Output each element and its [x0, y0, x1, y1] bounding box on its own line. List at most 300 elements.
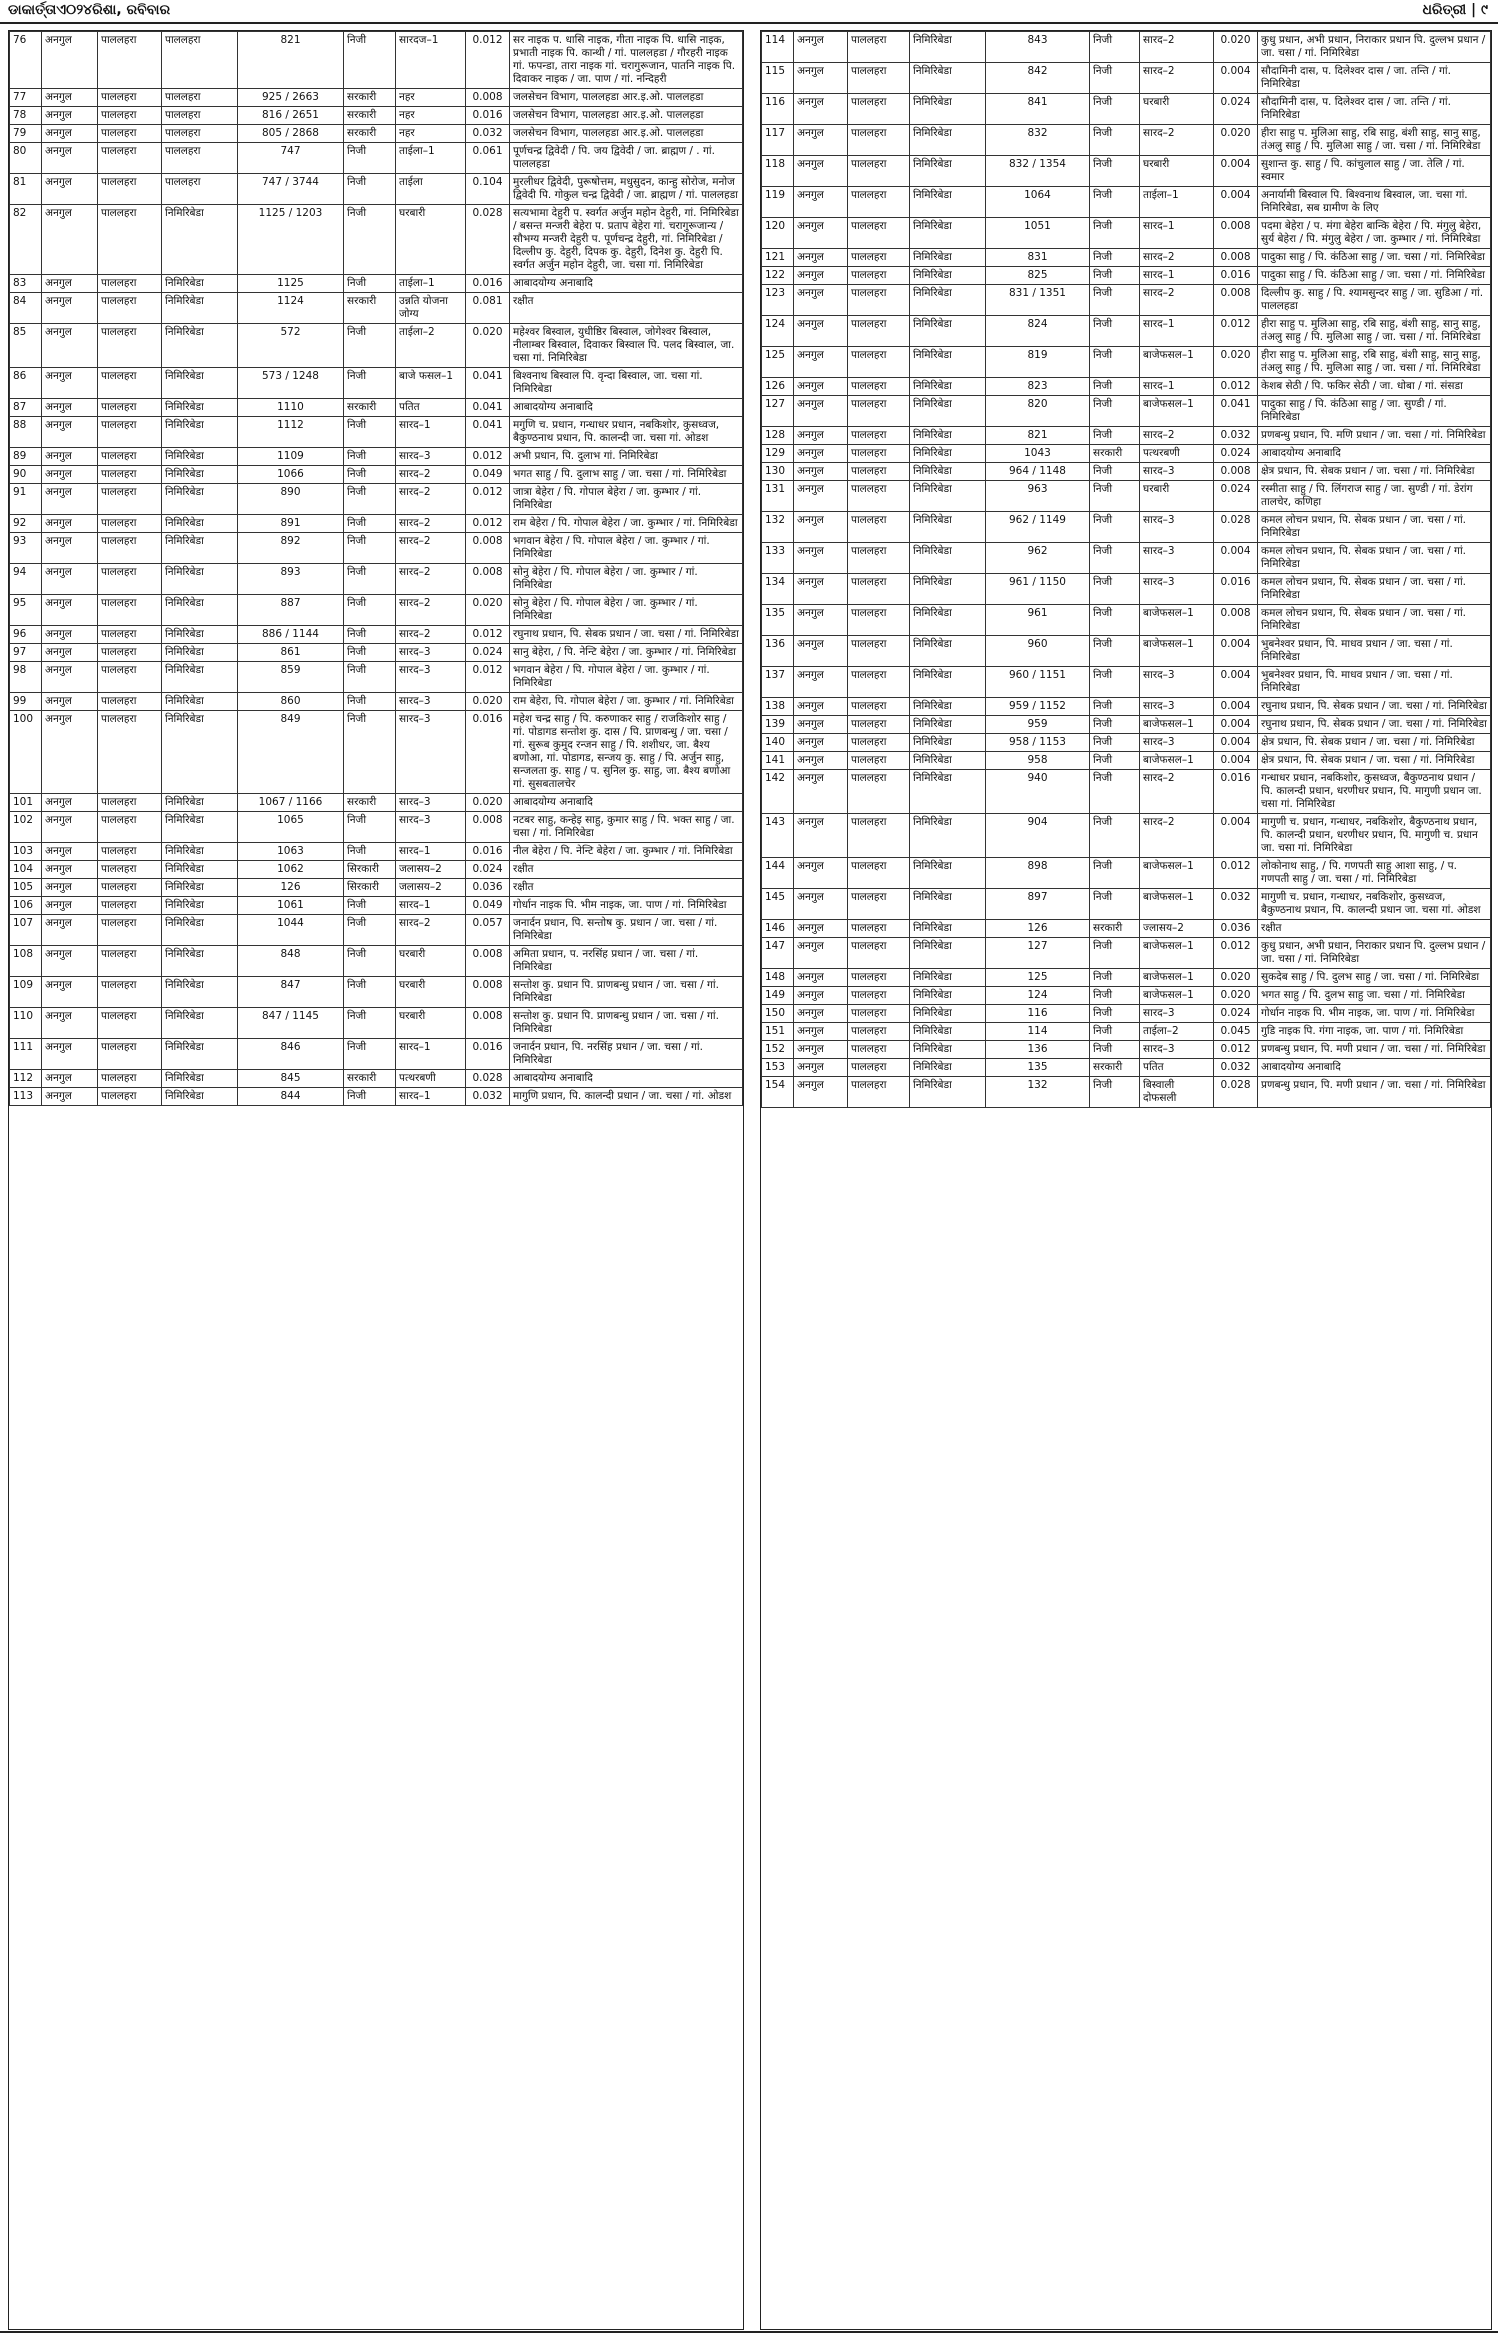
ownership-cell: निजी — [344, 174, 396, 205]
area-acre-cell: 0.008 — [466, 977, 510, 1008]
land-type-cell: बाजेफसल–1 — [1140, 938, 1214, 969]
area-acre-cell: 0.008 — [1214, 218, 1258, 249]
village-cell: पाललहरा — [162, 89, 238, 107]
tahasil-cell: पाललहरा — [848, 1005, 910, 1023]
serial-no-cell: 104 — [10, 861, 42, 879]
district-cell: अनगुल — [42, 125, 98, 143]
tahasil-cell: पाललहरा — [98, 515, 162, 533]
plot-no-cell: 843 — [986, 32, 1090, 63]
land-type-cell: घरबारी — [396, 1008, 466, 1039]
plot-no-cell: 891 — [238, 515, 344, 533]
village-cell: पाललहरा — [162, 125, 238, 143]
owner-details-cell: राम बेहेरा, पि. गोपाल बेहेरा / जा. कुम्भार / गां. निमिरिबेडा — [510, 693, 743, 711]
table-row — [10, 977, 743, 1008]
tahasil-cell: पाललहरा — [98, 977, 162, 1008]
tahasil-cell: पाललहरा — [98, 399, 162, 417]
serial-no-cell: 105 — [10, 879, 42, 897]
tahasil-cell: पाललहरा — [848, 249, 910, 267]
land-type-cell: सारद–1 — [1140, 378, 1214, 396]
owner-details-cell: भगवान बेहेरा / पि. गोपाल बेहेरा / जा. कुम्भार / गां. निमिरिबेडा — [510, 533, 743, 564]
plot-no-cell: 859 — [238, 662, 344, 693]
village-cell: निमिरिबेडा — [162, 897, 238, 915]
serial-no-cell: 122 — [762, 267, 794, 285]
table-row — [762, 218, 1491, 249]
ownership-cell: निजी — [1090, 636, 1140, 667]
land-type-cell: ताईला–2 — [396, 324, 466, 368]
table-row — [10, 484, 743, 515]
area-acre-cell: 0.032 — [1214, 889, 1258, 920]
district-cell: अनगुल — [794, 1023, 848, 1041]
area-acre-cell: 0.008 — [1214, 249, 1258, 267]
plot-no-cell: 962 / 1149 — [986, 512, 1090, 543]
district-cell: अनगुल — [42, 812, 98, 843]
plot-no-cell: 816 / 2651 — [238, 107, 344, 125]
table-row — [10, 946, 743, 977]
ownership-cell: निजी — [344, 533, 396, 564]
owner-details-cell: बिश्वनाथ बिस्वाल पि. वृन्दा बिस्वाल, जा. चसा गां. निमिरिबेडा — [510, 368, 743, 399]
area-acre-cell: 0.008 — [1214, 463, 1258, 481]
serial-no-cell: 142 — [762, 770, 794, 814]
plot-no-cell: 958 / 1153 — [986, 734, 1090, 752]
village-cell: निमिरिबेडा — [910, 218, 986, 249]
district-cell: अनगुल — [794, 716, 848, 734]
tahasil-cell: पाललहरा — [98, 368, 162, 399]
owner-details-cell: लोकोनाथ साहु, / पि. गणपती साहु आशा साहु, / प. गणपती साहु / जा. चसा / गां. निमिरिबेडा — [1258, 858, 1491, 889]
village-cell: निमिरिबेडा — [162, 662, 238, 693]
owner-details-cell: जनार्दन प्रधान, पि. नरसिंह प्रधान / जा. चसा / गां. निमिरिबेडा — [510, 1039, 743, 1070]
ownership-cell: निजी — [1090, 512, 1140, 543]
area-acre-cell: 0.008 — [1214, 285, 1258, 316]
serial-no-cell: 137 — [762, 667, 794, 698]
tahasil-cell: पाललहरा — [98, 662, 162, 693]
tahasil-cell: पाललहरा — [848, 94, 910, 125]
district-cell: अनगुल — [42, 107, 98, 125]
plot-no-cell: 824 — [986, 316, 1090, 347]
plot-no-cell: 925 / 2663 — [238, 89, 344, 107]
district-cell: अनगुल — [794, 378, 848, 396]
owner-details-cell: भगत साहु / पि. दुलभ साहु जा. चसा / गां. निमिरिबेडा — [1258, 987, 1491, 1005]
serial-no-cell: 85 — [10, 324, 42, 368]
ownership-cell: निजी — [344, 1088, 396, 1106]
village-cell: पाललहरा — [162, 107, 238, 125]
land-type-cell: सारद–2 — [396, 915, 466, 946]
ownership-cell: निजी — [1090, 156, 1140, 187]
village-cell: निमिरिबेडा — [162, 1008, 238, 1039]
tahasil-cell: पाललहरा — [98, 174, 162, 205]
serial-no-cell: 140 — [762, 734, 794, 752]
plot-no-cell: 820 — [986, 396, 1090, 427]
owner-details-cell: सुशान्त कु. साहु / पि. कांचुलाल साहु / जा. तेलि / गां. स्वमार — [1258, 156, 1491, 187]
ownership-cell: निजी — [344, 843, 396, 861]
ownership-cell: निजी — [1090, 267, 1140, 285]
area-acre-cell: 0.004 — [1214, 667, 1258, 698]
plot-no-cell: 887 — [238, 595, 344, 626]
land-type-cell: बाजेफसल–1 — [1140, 396, 1214, 427]
area-acre-cell: 0.049 — [466, 466, 510, 484]
area-acre-cell: 0.008 — [466, 946, 510, 977]
owner-details-cell: सानु बेहेरा, / पि. नेन्टि बेहेरा / जा. कुम्भार / गां. निमिरिबेडा — [510, 644, 743, 662]
district-cell: अनगुल — [42, 644, 98, 662]
ownership-cell: निजी — [344, 977, 396, 1008]
owner-details-cell: आबादयोग्य अनाबादि — [510, 399, 743, 417]
plot-no-cell: 1043 — [986, 445, 1090, 463]
ownership-cell: निजी — [344, 1039, 396, 1070]
land-type-cell: बाजेफसल–1 — [1140, 605, 1214, 636]
table-row — [10, 368, 743, 399]
plot-no-cell: 841 — [986, 94, 1090, 125]
table-row — [762, 396, 1491, 427]
land-type-cell: सारद–2 — [1140, 32, 1214, 63]
table-row — [762, 316, 1491, 347]
ownership-cell: निजी — [1090, 347, 1140, 378]
owner-details-cell: अनार्यामी बिस्वाल पि. बिश्वनाथ बिस्वाल, जा. चसा गां. निमिरिबेडा, सब ग्रामीण के लिए — [1258, 187, 1491, 218]
table-row — [762, 667, 1491, 698]
tahasil-cell: पाललहरा — [848, 605, 910, 636]
district-cell: अनगुल — [794, 987, 848, 1005]
district-cell: अनगुल — [42, 417, 98, 448]
ownership-cell: निजी — [344, 812, 396, 843]
ownership-cell: निजी — [1090, 752, 1140, 770]
district-cell: अनगुल — [794, 512, 848, 543]
table-row — [10, 89, 743, 107]
owner-details-cell: पादुका साहु / पि. कंठिआ साहु / जा. चसा / गां. निमिरिबेडा — [1258, 249, 1491, 267]
plot-no-cell: 961 / 1150 — [986, 574, 1090, 605]
village-cell: निमिरिबेडा — [162, 595, 238, 626]
ownership-cell: सरकारी — [1090, 1059, 1140, 1077]
plot-no-cell: 1061 — [238, 897, 344, 915]
serial-no-cell: 135 — [762, 605, 794, 636]
plot-no-cell: 116 — [986, 1005, 1090, 1023]
owner-details-cell: भगवान बेहेरा / पि. गोपाल बेहेरा / जा. कुम्भार / गां. निमिरिबेडा — [510, 662, 743, 693]
table-row — [762, 63, 1491, 94]
tahasil-cell: पाललहरा — [848, 396, 910, 427]
land-type-cell: सारद–1 — [1140, 316, 1214, 347]
tahasil-cell: पाललहरा — [848, 734, 910, 752]
serial-no-cell: 92 — [10, 515, 42, 533]
area-acre-cell: 0.008 — [466, 89, 510, 107]
serial-no-cell: 88 — [10, 417, 42, 448]
village-cell: निमिरिबेडा — [910, 463, 986, 481]
district-cell: अनगुल — [42, 711, 98, 794]
owner-details-cell: कमल लोचन प्रधान, पि. सेबक प्रधान / जा. चसा / गां. निमिरिबेडा — [1258, 512, 1491, 543]
district-cell: अनगुल — [42, 368, 98, 399]
district-cell: अनगुल — [794, 94, 848, 125]
village-cell: निमिरिबेडा — [910, 969, 986, 987]
village-cell: निमिरिबेडा — [910, 249, 986, 267]
tahasil-cell: पाललहरा — [98, 417, 162, 448]
land-type-cell: बाजे फसल–1 — [396, 368, 466, 399]
land-type-cell: सारद–3 — [396, 644, 466, 662]
plot-no-cell: 823 — [986, 378, 1090, 396]
plot-no-cell: 1109 — [238, 448, 344, 466]
ownership-cell: निजी — [344, 515, 396, 533]
district-cell: अनगुल — [794, 1005, 848, 1023]
village-cell: निमिरिबेडा — [162, 711, 238, 794]
district-cell: अनगुल — [794, 427, 848, 445]
district-cell: अनगुल — [42, 275, 98, 293]
table-row — [10, 693, 743, 711]
owner-details-cell: क्षेत्र प्रधान, पि. सेबक प्रधान / जा. चसा / गां. निमिरिबेडा — [1258, 463, 1491, 481]
plot-no-cell: 126 — [238, 879, 344, 897]
district-cell: अनगुल — [42, 693, 98, 711]
serial-no-cell: 132 — [762, 512, 794, 543]
village-cell: निमिरिबेडा — [910, 1023, 986, 1041]
serial-no-cell: 125 — [762, 347, 794, 378]
serial-no-cell: 120 — [762, 218, 794, 249]
table-row — [762, 378, 1491, 396]
area-acre-cell: 0.004 — [1214, 543, 1258, 574]
owner-details-cell: जलसेचन विभाग, पाललहडा आर.इ.ओ. पाललहडा — [510, 107, 743, 125]
land-type-cell: जलासय–2 — [396, 861, 466, 879]
plot-no-cell: 832 / 1354 — [986, 156, 1090, 187]
serial-no-cell: 150 — [762, 1005, 794, 1023]
tahasil-cell: पाललहरा — [848, 445, 910, 463]
area-acre-cell: 0.036 — [466, 879, 510, 897]
serial-no-cell: 138 — [762, 698, 794, 716]
area-acre-cell: 0.032 — [1214, 427, 1258, 445]
ownership-cell: निजी — [1090, 463, 1140, 481]
ownership-cell: निजी — [1090, 1023, 1140, 1041]
district-cell: अनगुल — [794, 63, 848, 94]
area-acre-cell: 0.016 — [466, 711, 510, 794]
land-type-cell: बाजेफसल–1 — [1140, 752, 1214, 770]
serial-no-cell: 128 — [762, 427, 794, 445]
owner-details-cell: सोनु बेहेरा / पि. गोपाल बेहेरा / जा. कुम्भार / गां. निमिरिबेडा — [510, 595, 743, 626]
ownership-cell: निजी — [1090, 969, 1140, 987]
ownership-cell: निजी — [1090, 716, 1140, 734]
area-acre-cell: 0.032 — [466, 1088, 510, 1106]
land-type-cell: सारद–3 — [1140, 512, 1214, 543]
table-row — [762, 969, 1491, 987]
land-type-cell: सारद–1 — [1140, 267, 1214, 285]
district-cell: अनगुल — [42, 564, 98, 595]
area-acre-cell: 0.012 — [466, 662, 510, 693]
area-acre-cell: 0.008 — [466, 1008, 510, 1039]
owner-details-cell: कमल लोचन प्रधान, पि. सेबक प्रधान / जा. चसा / गां. निमिरिबेडा — [1258, 574, 1491, 605]
serial-no-cell: 147 — [762, 938, 794, 969]
land-type-cell: नहर — [396, 125, 466, 143]
table-row — [762, 636, 1491, 667]
district-cell: अनगुल — [42, 946, 98, 977]
serial-no-cell: 109 — [10, 977, 42, 1008]
tahasil-cell: पाललहरा — [848, 187, 910, 218]
land-type-cell: उन्नति योजना जोग्य — [396, 293, 466, 324]
owner-details-cell: अमिता प्रधान, प. नरसिंह प्रधान / जा. चसा / गां. निमिरिबेडा — [510, 946, 743, 977]
serial-no-cell: 117 — [762, 125, 794, 156]
area-acre-cell: 0.004 — [1214, 716, 1258, 734]
table-row — [10, 466, 743, 484]
ownership-cell: निजी — [1090, 125, 1140, 156]
village-cell: निमिरिबेडा — [910, 858, 986, 889]
serial-no-cell: 126 — [762, 378, 794, 396]
plot-no-cell: 805 / 2868 — [238, 125, 344, 143]
owner-details-cell: क्षेत्र प्रधान, पि. सेबक प्रधान / जा. चसा / गां. निमिरिबेडा — [1258, 752, 1491, 770]
district-cell: अनगुल — [42, 484, 98, 515]
tahasil-cell: पाललहरा — [848, 218, 910, 249]
tahasil-cell: पाललहरा — [98, 946, 162, 977]
table-row — [10, 812, 743, 843]
ownership-cell: सिरकारी — [344, 879, 396, 897]
land-type-cell: ताईला–2 — [1140, 1023, 1214, 1041]
owner-details-cell: मागुणी च. प्रधान, गन्धाधर, नबकिशोर, बैकुण्ठनाथ प्रधान, पि. कालन्दी प्रधान, धरणीधर प्रधान, पि. मागुणी च. प्रधान जा. चसा गां. निमिरिबेडा — [1258, 814, 1491, 858]
area-acre-cell: 0.008 — [466, 564, 510, 595]
land-type-cell: सारद–3 — [396, 711, 466, 794]
land-type-cell: घरबारी — [396, 946, 466, 977]
owner-details-cell: प्रणबन्धु प्रधान, पि. मणी प्रधान / जा. चसा / गां. निमिरिबेडा — [1258, 1041, 1491, 1059]
village-cell: निमिरिबेडा — [910, 94, 986, 125]
land-type-cell: सारद–3 — [1140, 543, 1214, 574]
land-type-cell: सारद–1 — [396, 1039, 466, 1070]
tahasil-cell: पाललहरा — [98, 564, 162, 595]
ownership-cell: निजी — [1090, 32, 1140, 63]
tahasil-cell: पाललहरा — [98, 32, 162, 89]
tahasil-cell: पाललहरा — [848, 32, 910, 63]
tahasil-cell: पाललहरा — [848, 125, 910, 156]
land-type-cell: बाजेफसल–1 — [1140, 347, 1214, 378]
serial-no-cell: 101 — [10, 794, 42, 812]
ownership-cell: निजी — [344, 595, 396, 626]
area-acre-cell: 0.016 — [1214, 574, 1258, 605]
owner-details-cell: रक्षीत — [1258, 920, 1491, 938]
owner-details-cell: भुबनेश्वर प्रधान, पि. माधव प्रधान / जा. चसा / गां. निमिरिबेडा — [1258, 636, 1491, 667]
plot-no-cell: 127 — [986, 938, 1090, 969]
table-row — [762, 605, 1491, 636]
tahasil-cell: पाललहरा — [98, 915, 162, 946]
village-cell: निमिरिबेडा — [910, 316, 986, 347]
ownership-cell: सरकारी — [344, 794, 396, 812]
table-row — [10, 515, 743, 533]
area-acre-cell: 0.016 — [466, 1039, 510, 1070]
village-cell: निमिरिबेडा — [162, 324, 238, 368]
serial-no-cell: 118 — [762, 156, 794, 187]
land-type-cell: सारद–3 — [1140, 1005, 1214, 1023]
ownership-cell: निजी — [344, 368, 396, 399]
district-cell: अनगुल — [794, 920, 848, 938]
area-acre-cell: 0.028 — [466, 1070, 510, 1088]
land-type-cell: सारद–2 — [396, 466, 466, 484]
tahasil-cell: पाललहरा — [98, 107, 162, 125]
district-cell: अनगुल — [42, 1039, 98, 1070]
land-type-cell: सारद–3 — [396, 448, 466, 466]
village-cell: निमिरिबेडा — [910, 156, 986, 187]
district-cell: अनगुल — [794, 636, 848, 667]
village-cell: निमिरिबेडा — [162, 205, 238, 275]
ownership-cell: निजी — [1090, 481, 1140, 512]
serial-no-cell: 124 — [762, 316, 794, 347]
area-acre-cell: 0.028 — [1214, 512, 1258, 543]
ownership-cell: निजी — [1090, 94, 1140, 125]
village-cell: निमिरिबेडा — [162, 448, 238, 466]
district-cell: अनगुल — [794, 187, 848, 218]
ownership-cell: निजी — [1090, 938, 1140, 969]
plot-no-cell: 842 — [986, 63, 1090, 94]
village-cell: निमिरिबेडा — [162, 1088, 238, 1106]
village-cell: निमिरिबेडा — [910, 378, 986, 396]
village-cell: निमिरिबेडा — [910, 1077, 986, 1108]
land-type-cell: नहर — [396, 89, 466, 107]
district-cell: अनगुल — [794, 889, 848, 920]
land-type-cell: सारद–2 — [396, 564, 466, 595]
plot-no-cell: 860 — [238, 693, 344, 711]
table-row — [10, 293, 743, 324]
owner-details-cell: जनार्दन प्रधान, पि. सन्तोष कु. प्रधान / जा. चसा / गां. निमिरिबेडा — [510, 915, 743, 946]
serial-no-cell: 112 — [10, 1070, 42, 1088]
ownership-cell: निजी — [344, 626, 396, 644]
owner-details-cell: कमल लोचन प्रधान, पि. सेबक प्रधान / जा. चसा / गां. निमिरिबेडा — [1258, 543, 1491, 574]
plot-no-cell: 1044 — [238, 915, 344, 946]
village-cell: निमिरिबेडा — [910, 636, 986, 667]
land-type-cell: सारद–1 — [396, 843, 466, 861]
owner-details-cell: सर नाइक प. धासि नाइक, गीता नाइक पि. धासि नाइक, प्रभाती नाइक पि. कान्थी / गां. पाललहडा / गौरहरी नाइक गां. फपन्डा, तारा नाइक गां. चरागुरूजान, पातनि नाइक पि. दिवाकर नाइक / जा. पाण / गां. नन्दिहरी — [510, 32, 743, 89]
serial-no-cell: 108 — [10, 946, 42, 977]
owner-details-cell: कमल लोचन प्रधान, पि. सेबक प्रधान / जा. चसा / गां. निमिरिबेडा — [1258, 605, 1491, 636]
ownership-cell: निजी — [1090, 63, 1140, 94]
ownership-cell: निजी — [1090, 667, 1140, 698]
area-acre-cell: 0.004 — [1214, 698, 1258, 716]
plot-no-cell: 959 — [986, 716, 1090, 734]
tahasil-cell: पाललहरा — [98, 293, 162, 324]
owner-details-cell: आबादयोग्य अनाबादि — [510, 794, 743, 812]
table-row — [762, 543, 1491, 574]
area-acre-cell: 0.012 — [466, 484, 510, 515]
owner-details-cell: नील बेहेरा / पि. नेन्टि बेहेरा / जा. कुम्भार / गां. निमिरिबेडा — [510, 843, 743, 861]
table-row — [10, 662, 743, 693]
serial-no-cell: 100 — [10, 711, 42, 794]
ownership-cell: निजी — [344, 711, 396, 794]
plot-no-cell: 861 — [238, 644, 344, 662]
ownership-cell: निजी — [1090, 698, 1140, 716]
owner-details-cell: महेश चन्द्र साहु / पि. करुणाकर साहु / राजकिशोर साहु / गां. पोडागड सन्तोश कु. दास / पि. प्राणबन्धु / जा. चसा / गां. सुरूब कुमुद रन्जन साहु / पि. शशीधर, जा. बैश्य बणोआ, गां. पोडागड, सन्जय कु. साहु / पि. अर्जुन साहु, सन्जलता कु. साहु / प. सुनिल कु. साहु, जा. बैश्य बणोआ गां. सुसबतालचेर — [510, 711, 743, 794]
district-cell: अनगुल — [794, 543, 848, 574]
land-type-cell: सारद–2 — [1140, 125, 1214, 156]
tahasil-cell: पाललहरा — [98, 143, 162, 174]
village-cell: निमिरिबेडा — [910, 427, 986, 445]
land-type-cell: सारदज–1 — [396, 32, 466, 89]
district-cell: अनगुल — [42, 324, 98, 368]
tahasil-cell: पाललहरा — [98, 484, 162, 515]
land-type-cell: ताईला–1 — [1140, 187, 1214, 218]
district-cell: अनगुल — [42, 32, 98, 89]
table-row — [762, 752, 1491, 770]
ownership-cell: निजी — [344, 324, 396, 368]
table-row — [10, 143, 743, 174]
village-cell: निमिरिबेडा — [910, 667, 986, 698]
district-cell: अनगुल — [794, 316, 848, 347]
area-acre-cell: 0.032 — [1214, 1059, 1258, 1077]
area-acre-cell: 0.016 — [1214, 267, 1258, 285]
tahasil-cell: पाललहरा — [848, 889, 910, 920]
ownership-cell: निजी — [344, 897, 396, 915]
village-cell: निमिरिबेडा — [162, 977, 238, 1008]
tahasil-cell: पाललहरा — [848, 427, 910, 445]
ownership-cell: सरकारी — [344, 399, 396, 417]
village-cell: निमिरिबेडा — [162, 515, 238, 533]
owner-details-cell: कुधु प्रधान, अभी प्रधान, निराकार प्रधान पि. दुल्लभ प्रधान / जा. चसा / गां. निमिरिबेडा — [1258, 32, 1491, 63]
tahasil-cell: पाललहरा — [98, 711, 162, 794]
area-acre-cell: 0.012 — [1214, 316, 1258, 347]
tahasil-cell: पाललहरा — [848, 347, 910, 378]
ownership-cell: निजी — [1090, 218, 1140, 249]
district-cell: अनगुल — [42, 897, 98, 915]
table-row — [762, 32, 1491, 63]
land-type-cell: सारद–3 — [1140, 698, 1214, 716]
table-row — [762, 156, 1491, 187]
table-row — [762, 1059, 1491, 1077]
plot-no-cell: 897 — [986, 889, 1090, 920]
serial-no-cell: 113 — [10, 1088, 42, 1106]
ownership-cell: सरकारी — [344, 89, 396, 107]
village-cell: निमिरिबेडा — [910, 716, 986, 734]
